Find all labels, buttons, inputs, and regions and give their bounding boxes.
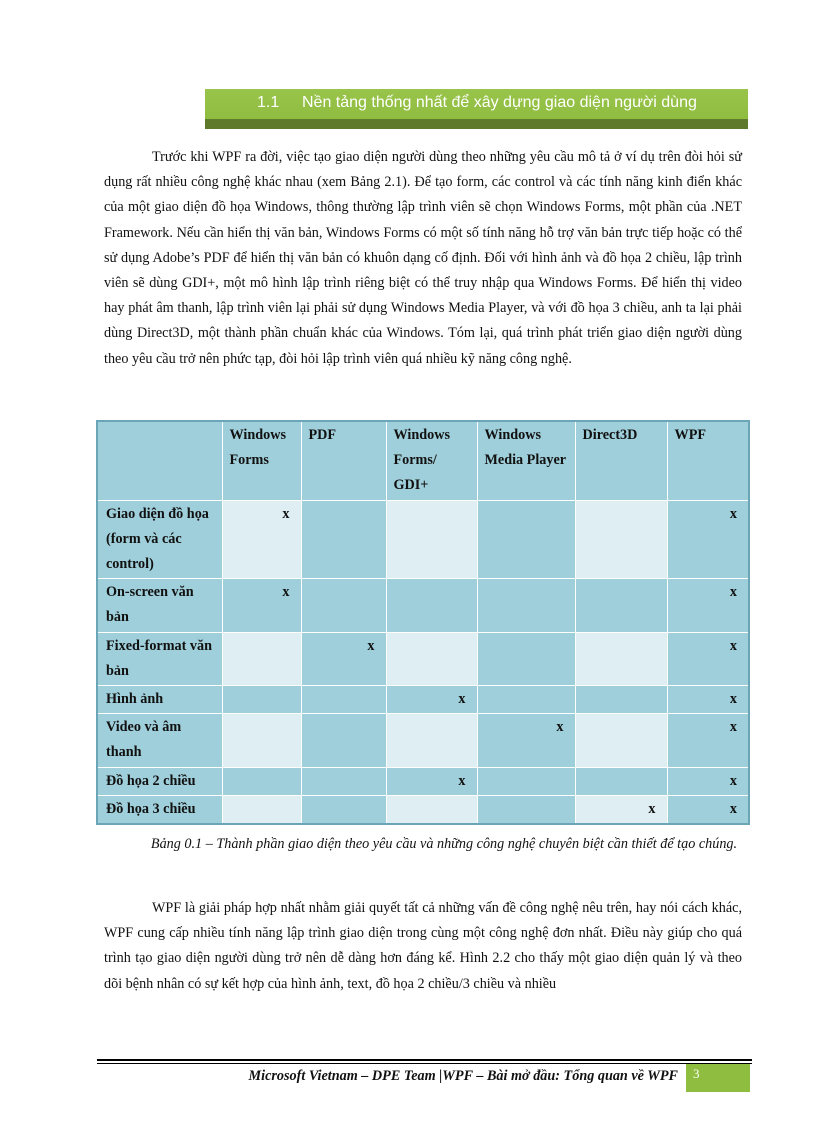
table-cell (386, 500, 477, 579)
paragraph-wpf: WPF là giải pháp hợp nhất nhằm giải quyết tất cả những vấn đề công nghệ nêu trên, hay nói cách khác, WPF cung cấp nhiều tính năng lập trình giao diện trong cùng một công nghệ đơn nhất. Điều này giúp cho quá trình tạo giao diện người dùng trở nên dễ dàng hơn đáng kể. Hình 2.2 cho thấy một giao diện quản lý và theo dõi bệnh nhân có sự kết hợp của hình ảnh, text, đồ họa 2 chiều/3 chiều và nhiều (104, 900, 742, 992)
table-cell (575, 686, 667, 714)
row-label: Giao diện đồ họa (form và các control) (97, 500, 222, 579)
table-cell (222, 632, 301, 685)
table-cell: x (667, 632, 749, 685)
table-row (97, 767, 749, 795)
table-cell (477, 632, 575, 685)
footer-text: Microsoft Vietnam – DPE Team |WPF – Bài mở đầu: Tổng quan về WPF (248, 1068, 678, 1084)
table-cell: x (667, 795, 749, 824)
table-cell (575, 714, 667, 767)
table-cell (222, 714, 301, 767)
table-cell: x (222, 579, 301, 632)
table-cell (477, 767, 575, 795)
section-header (205, 89, 748, 129)
table-cell (575, 500, 667, 579)
table-row (97, 795, 749, 824)
table-cell: x (222, 500, 301, 579)
table-cell (301, 579, 386, 632)
row-label: Đồ họa 2 chiều (97, 767, 222, 795)
paragraph-intro: Trước khi WPF ra đời, việc tạo giao diện người dùng theo những yêu cầu mô tả ở ví dụ trên đòi hỏi sử dụng rất nhiều công nghệ khác nhau (xem Bảng 2.1). Để tạo form, các control và các tính năng kinh điển khác của một giao diện đồ họa Windows, thông thường lập trình viên sẽ chọn Windows Forms, một phần của .NET Framework. Nếu cần hiển thị văn bản, Windows Forms có một số tính năng hỗ trợ văn bản trực tiếp hoặc có thể sử dụng Adobe’s PDF để hiển thị văn bản có khuôn dạng cố định. Đối với hình ảnh và đồ họa 2 chiều, lập trình viên sẽ dùng GDI+, một mô hình lập trình riêng biệt có thể truy nhập qua Windows Forms. Để hiển thị video hay phát âm thanh, lập trình viên lại phải sử dụng Windows Media Player, và với đồ họa 3 chiều, anh ta lại phải dùng Direct3D, một thành phần chuẩn khác của Windows. Tóm lại, quá trình phát triển giao diện người dùng theo yêu cầu trở nên phức tạp, đòi hỏi lập trình viên quá nhiều kỹ năng công nghệ. (104, 149, 742, 367)
table-cell: x (667, 714, 749, 767)
table-cell (477, 795, 575, 824)
table-cell: x (667, 500, 749, 579)
table-cell (222, 767, 301, 795)
table-cell (301, 714, 386, 767)
table-row (97, 714, 749, 767)
row-label: Hình ảnh (97, 686, 222, 714)
table-row (97, 632, 749, 685)
table-cell (575, 579, 667, 632)
row-label: On-screen văn bản (97, 579, 222, 632)
table-cell: x (386, 767, 477, 795)
table-cell (575, 767, 667, 795)
table-caption: Bảng 0.1 – Thành phần giao diện theo yêu cầu và những công nghệ chuyên biệt cần thiết để tạo chúng. (150, 836, 738, 852)
table-cell (386, 795, 477, 824)
table-header-row (97, 421, 749, 500)
table-cell: x (667, 767, 749, 795)
section-title: Nền tảng thống nhất để xây dựng giao diện người dùng (302, 94, 697, 111)
header-cell: Windows Forms/ GDI+ (386, 421, 477, 500)
table-cell (477, 500, 575, 579)
page-number: 3 (686, 1064, 750, 1092)
table-cell (575, 632, 667, 685)
header-cell: Windows Media Player (477, 421, 575, 500)
footer-divider-thin (97, 1063, 752, 1064)
technology-table (96, 420, 750, 825)
table-row (97, 579, 749, 632)
table-row (97, 500, 749, 579)
header-cell: Direct3D (575, 421, 667, 500)
footer-divider (97, 1059, 752, 1061)
table-cell (386, 714, 477, 767)
table-cell: x (386, 686, 477, 714)
header-cell: PDF (301, 421, 386, 500)
table-row (97, 686, 749, 714)
header-cell: Windows Forms (222, 421, 301, 500)
table-cell (386, 579, 477, 632)
table-cell: x (575, 795, 667, 824)
section-number: 1.1 (257, 94, 280, 111)
row-label: Video và âm thanh (97, 714, 222, 767)
table-cell (222, 795, 301, 824)
header-cell (97, 421, 222, 500)
table-cell: x (667, 579, 749, 632)
table-cell (386, 632, 477, 685)
table-cell (477, 579, 575, 632)
header-cell: WPF (667, 421, 749, 500)
table-cell (301, 686, 386, 714)
table-cell (301, 500, 386, 579)
table-cell (222, 686, 301, 714)
table-cell: x (301, 632, 386, 685)
table-cell (301, 795, 386, 824)
row-label: Fixed-format văn bản (97, 632, 222, 685)
table-cell (301, 767, 386, 795)
table-cell: x (477, 714, 575, 767)
table-cell: x (667, 686, 749, 714)
table-cell (477, 686, 575, 714)
row-label: Đồ họa 3 chiều (97, 795, 222, 824)
